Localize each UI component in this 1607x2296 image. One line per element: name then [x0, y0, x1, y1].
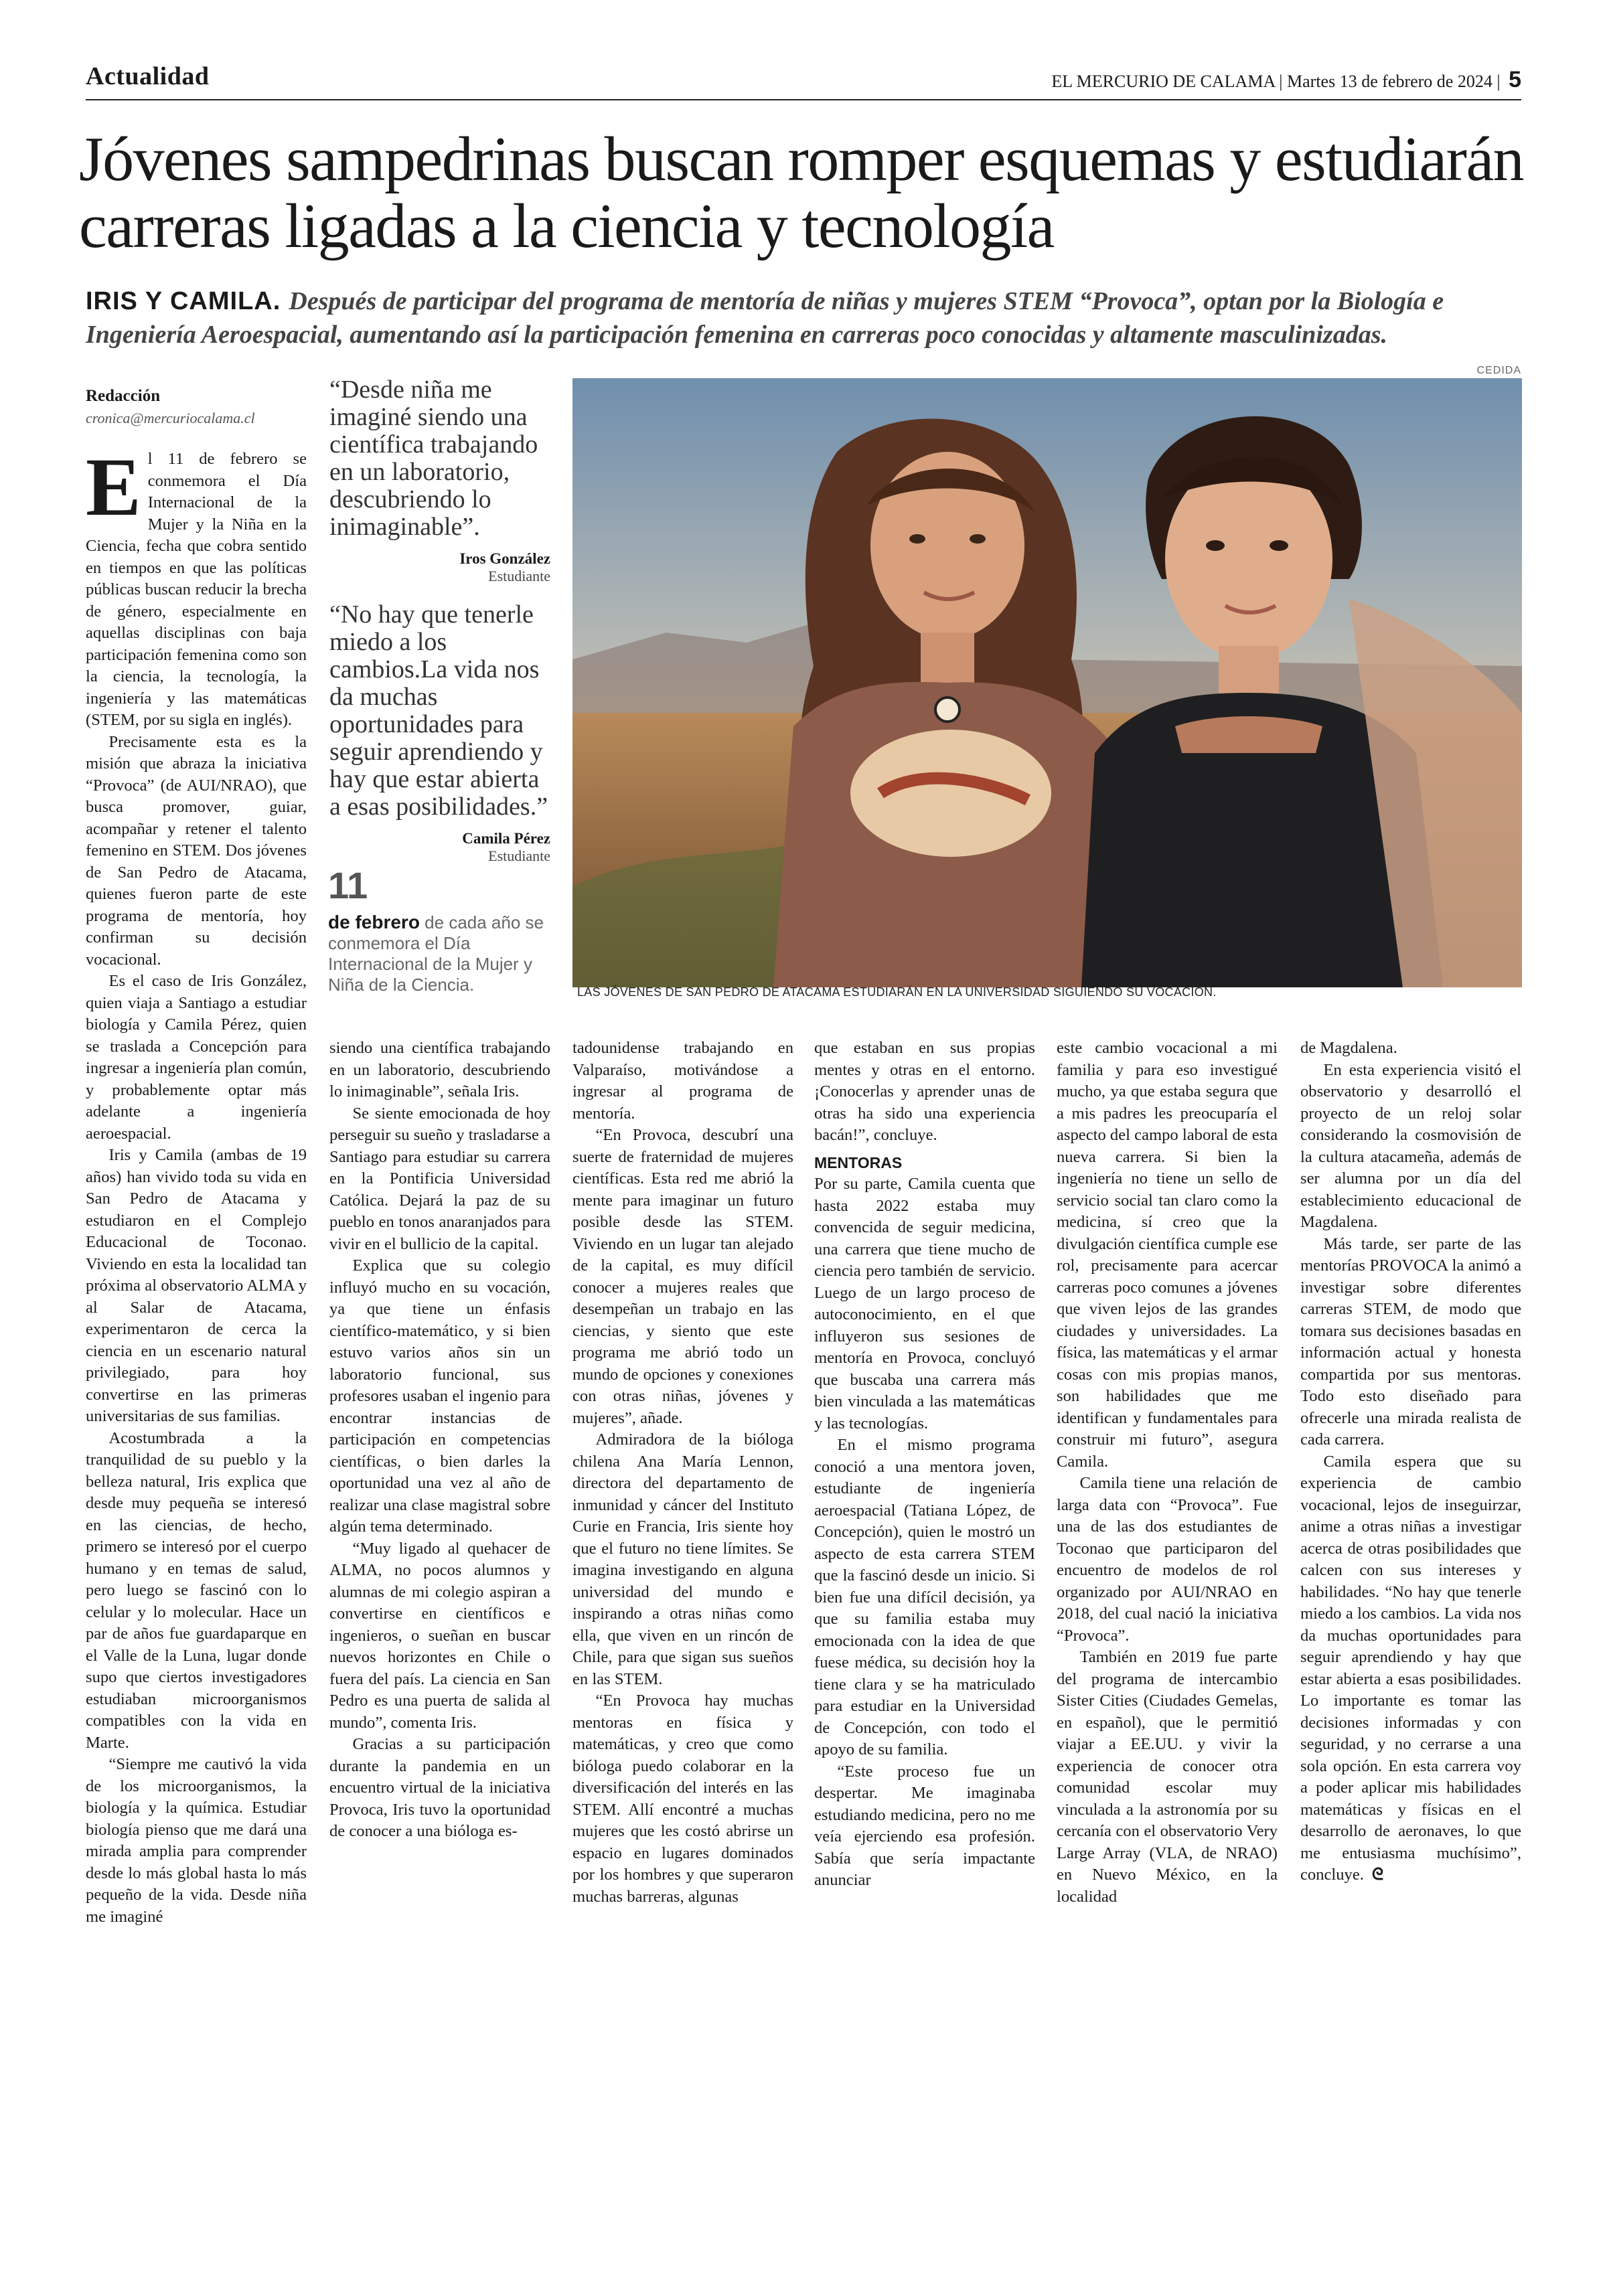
end-mark-icon: ᘓ: [1371, 1866, 1384, 1884]
paragraph: Gracias a su participación durante la pandemia en un encuentro virtual de la iniciativa Provoca, Iris tuvo la oportunidad de conocer a una bióloga es-: [329, 1735, 550, 1840]
body-column-3: [572, 1038, 793, 1908]
paragraph: Admiradora de la bióloga chilena Ana María Lennon, directora del departamento de inmunidad y cáncer del Instituto Curie en Francia, Iris siente hoy que el futuro no tiene límites. Se imagina investigando en alguna universidad del mundo e inspirando a otras niñas como ella, que viven en un rincón de Chile, para que sigan sus sueños en las STEM.: [572, 1430, 793, 1688]
body-column-2: [329, 1038, 550, 1843]
paragraph: Iris y Camila (ambas de 19 años) han vivido toda su vida en San Pedro de Atacama y estudiaron en el Complejo Educacional de Toconao. Viviendo en esta la localidad tan próxima al observatorio ALMA y al Salar de Atacama, experimentaron de cerca la ciencia en un escenario natural privilegiado, para hoy convertirse en las primeras universitarias de sus familias.: [86, 1146, 307, 1425]
paragraph: Precisamente esta es la misión que abraza la iniciativa “Provoca” (de AUI/NRAO), que busca promover, guiar, acompañar y retener el talento femenino en STEM. Dos jóvenes de San Pedro de Atacama, quienes fueron parte de este programa de mentoría, hoy confirman su decisión vocacional.: [86, 732, 307, 969]
paragraph: de Magdalena.: [1300, 1039, 1397, 1057]
paragraph: este cambio vocacional a mi familia y para eso investigué mucho, ya que estaba segura que a mis padres les preocuparía el aspecto del campo laboral de esta nueva carrera. Si bien la ingeniería no tiene un sello de servicio social tan claro como la medicina, sí creo que la divulgación científica cumple ese rol, precisamente para acercar carreras poco comunes a jóvenes que viven lejos de las grandes ciudades y universidades. La física, las matemáticas y el armar cosas con mis propias manos, son habilidades que me identifican y fundamentales para construir mi futuro”, asegura Camila.: [1057, 1039, 1278, 1471]
paragraph: “En Provoca, descubrí una suerte de fraternidad de mujeres científicas. Esta red me abrió la mente para imaginar un futuro posible desde las STEM. Viviendo en un lugar tan alejado de la capital, es muy difícil conocer a mujeres reales que desempeñan un trabajo en las ciencias, y siento que este programa me abrió todo un mundo de opciones y conexiones con otras niñas, jóvenes y mujeres”, añade.: [572, 1126, 793, 1427]
factbox-highlight: de febrero: [328, 912, 420, 932]
separator: |: [1497, 72, 1501, 91]
paragraph: Más tarde, ser parte de las mentorías PROVOCA la animó a investigar sobre diferentes carreras STEM, de modo que tomara sus decisiones basadas en información actual y honesta compartida por sus mentoras. Todo esto diseñado para ofrecerle una mirada realista de cada carrera.: [1300, 1234, 1521, 1449]
deck: [86, 284, 1525, 351]
article-photo: [572, 378, 1522, 987]
paragraph-text: l 11 de febrero se conmemora el Día Internacional de la Mujer y la Niña en la Ciencia, fecha que cobra sentido en tiempos en que las políticas públicas buscan reducir la brecha de género, especialmente en aquellas disciplinas con baja participación femenina como son la ciencia, la tecnología, la ingeniería y las matemáticas (STEM, por su sigla en inglés).: [86, 450, 307, 729]
paragraph: En el mismo programa conoció a una mentora joven, estudiante de ingeniería aeroespacial (Tatiana López, de Concepción), quien le mostró un aspecto de esta carrera STEM que la fascinó desde un inicio. Si bien fue una difícil decisión, ya que su familia estaba muy emocionada con la idea de que fuese médica, su decisión hoy la tiene clara y se ha matriculado para estudiar en la Universidad de Concepción, con todo el apoyo de su familia.: [814, 1436, 1035, 1758]
paragraph: Por su parte, Camila cuenta que hasta 2022 estaba muy convencida de seguir medicina, una carrera que tiene mucho de ciencia pero también de servicio. Luego de un largo proceso de autoconocimiento, en el que influyeron sus sesiones de mentoría en Provoca, concluyó que buscaba una carrera más bien vinculada a las matemáticas y las tecnologías.: [814, 1175, 1035, 1432]
headline: Jóvenes sampedrinas buscan romper esquemas y estudiarán carreras ligadas a la ciencia y tecnología: [79, 125, 1524, 261]
paragraph: [1300, 1451, 1521, 1886]
pull-quote-role: Estudiante: [488, 568, 550, 584]
paragraph: En esta experiencia visitó el observatorio y desarrolló el proyecto de un reloj solar considerando la cosmovisión de la cultura atacameña, además de ser alumna por un día del establecimiento educacional de Magdalena.: [1300, 1060, 1521, 1231]
issue-date: Martes 13 de febrero de 2024: [1287, 72, 1493, 91]
paragraph: “Siempre me cautivó la vida de los microorganismos, la biología y la química. Estudiar biología pienso que me dará una mirada amplia para comprender desde lo más global hasta lo más pequeño de la vida. Desde niña me imaginé: [86, 1755, 307, 1926]
body-column-4: [814, 1038, 1035, 1892]
pull-quote: [329, 376, 550, 585]
pull-quote-role: Estudiante: [488, 847, 550, 864]
header-rule: [86, 99, 1521, 100]
dropcap: E: [86, 441, 141, 533]
masthead: [1051, 67, 1521, 93]
photo-illustration: [572, 378, 1522, 987]
paragraph: que estaban en sus propias mentes y otras en el entorno. ¡Conocerlas y aprender unas de otras ha sido una experiencia bacán!”, concluye.: [814, 1039, 1035, 1144]
deck-kicker: IRIS Y CAMILA.: [86, 287, 281, 315]
paragraph: [86, 441, 307, 732]
byline-author: Redacción: [86, 387, 161, 405]
pull-quote: [329, 601, 550, 865]
paragraph: Se siente emocionada de hoy perseguir su sueño y trasladarse a Santiago para estudiar su carrera en la Pontificia Universidad Católica. Dejará la paz de su pueblo en tonos anaranjados para vivir en el bullicio de la capital.: [329, 1104, 550, 1253]
newspaper-name: EL MERCURIO DE CALAMA: [1051, 72, 1275, 91]
byline-email[interactable]: cronica@mercuriocalama.cl: [86, 410, 255, 426]
paragraph: Explica que su colegio influyó mucho en su vocación, ya que tiene un énfasis científico-matemático, y si bien estuvo varios años sin un laboratorio funcional, sus profesores usaban el ingenio para encontrar instancias de participación en competencias científicas, o bien darles la oportunidad una vez al año de realizar una clase magistral sobre algún tema determinado.: [329, 1256, 550, 1536]
paragraph: Acostumbrada a la tranquilidad de su pueblo y la belleza natural, Iris explica que desde muy pequeña se interesó en las ciencias, de hecho, primero se interesó por el cuerpo humano y en temas de salud, pero luego se fascinó con lo celular y lo molecular. Hace un par de años fue guardaparque en el Valle de la Luna, lugar donde supo que ciertos investigadores estudiaban microorganismos compatibles con la vida en Marte.: [86, 1428, 307, 1752]
paragraph: Camila tiene una relación de larga data con “Provoca”. Fue una de las dos estudiantes de Toconao que participaron del encuentro de modelos de rol organizado por AUI/NRAO en 2018, del cual nació la iniciativa “Provoca”.: [1057, 1474, 1278, 1645]
paragraph: “En Provoca hay muchas mentoras en física y matemáticas, y creo que como bióloga puedo colaborar en la diversificación del interés en las STEM. Allí encontré a muchas mujeres que les costó abrirse un espacio en lugares dominados por los hombres y que superaron muchas barreras, algunas: [572, 1692, 793, 1906]
paragraph: “Este proceso fue un despertar. Me imaginaba estudiando medicina, pero no me veía ejerciendo esa profesión. Sabía que sería impactante anunciar: [814, 1762, 1035, 1889]
pull-quote-text: “No hay que tenerle miedo a los cambios.La vida nos da muchas oportunidades para seguir aprendiendo y hay que estar abierta a esas posibilidades.”: [329, 600, 548, 821]
pull-quote-name: Camila Pérez: [462, 830, 550, 847]
photo-credit: CEDIDA: [1476, 365, 1521, 376]
body-column-1: [86, 441, 307, 1928]
section-label: Actualidad: [86, 62, 210, 90]
paragraph: siendo una científica trabajando en un laboratorio, descubriendo lo inimaginable”, señala Iris.: [329, 1039, 550, 1100]
body-column-5: [1057, 1038, 1278, 1908]
paragraph: Es el caso de Iris González, quien viaja a Santiago a estudiar biología y Camila Pérez, quien se traslada a Concepción para ingresar a ingeniería plan común, y probablemente optar más adelante a ingeniería aeroespacial.: [86, 972, 307, 1143]
pull-quote-name: Iros González: [459, 550, 550, 567]
paragraph: También en 2019 fue parte del programa de intercambio Sister Cities (Ciudades Gemelas, en español), que le permitió viajar a EE.UU. y vivir la experiencia de conocer otra comunidad escolar muy vinculada a la astronomía por su cercanía con el observatorio Very Large Array (VLA, de NRAO) en Nuevo México, en la localidad: [1057, 1648, 1278, 1906]
subheading: MENTORAS: [814, 1153, 903, 1171]
pull-quote-text: “Desde niña me imaginé siendo una científica trabajando en un laboratorio, descubriendo lo inimaginable”.: [329, 376, 538, 541]
paragraph: tadounidense trabajando en Valparaíso, motivándose a ingresar al programa de mentoría.: [572, 1039, 793, 1123]
separator: |: [1279, 72, 1288, 91]
paragraph-text: Camila espera que su experiencia de cambio vocacional, lejos de inseguirzar, anime a otras niñas a investigar acerca de otras posibilidades que calcen con sus intereses y habilidades. “No hay que tenerle miedo a los cambios. La vida nos da muchas oportunidades para seguir aprendiendo y hay que estar abierta a esas posibilidades. Lo importante es tomar las decisiones informadas y con seguridad, y no cerrarse a una sola opción. En esta carrera voy a poder aplicar mis habilidades matemáticas y físicas en el desarrollo de aeronaves, lo que me entusiasma muchísimo”, concluye.: [1300, 1452, 1521, 1884]
factbox-number: 11: [328, 864, 368, 906]
deck-text: Después de participar del programa de mentoría de niñas y mujeres STEM “Provoca”, optan por la Biología e Ingeniería Aeroespacial, aumentando así la participación femenina en carreras poco conocidas y altamente masculinizadas.: [86, 287, 1444, 349]
page-number: 5: [1509, 67, 1521, 92]
body-column-6: [1300, 1038, 1521, 1886]
factbox: [328, 912, 549, 995]
paragraph: “Muy ligado al quehacer de ALMA, no pocos alumnos y alumnas de mi colegio aspiran a convertirse en científicos e ingenieros, o sueñan en buscar nuevos horizontes en Chile o fuera del país. La ciencia en San Pedro es una puerta de salida al mundo”, comenta Iris.: [329, 1539, 550, 1732]
photo-caption: LAS JÓVENES DE SAN PEDRO DE ATACAMA ESTUDIARÁN EN LA UNIVERSIDAD SIGUIENDO SU VOCACIÓN.: [577, 985, 1217, 999]
factbox-text: de cada año se conmemora el Día Internacional de la Mujer y Niña de la Ciencia.: [328, 912, 544, 995]
